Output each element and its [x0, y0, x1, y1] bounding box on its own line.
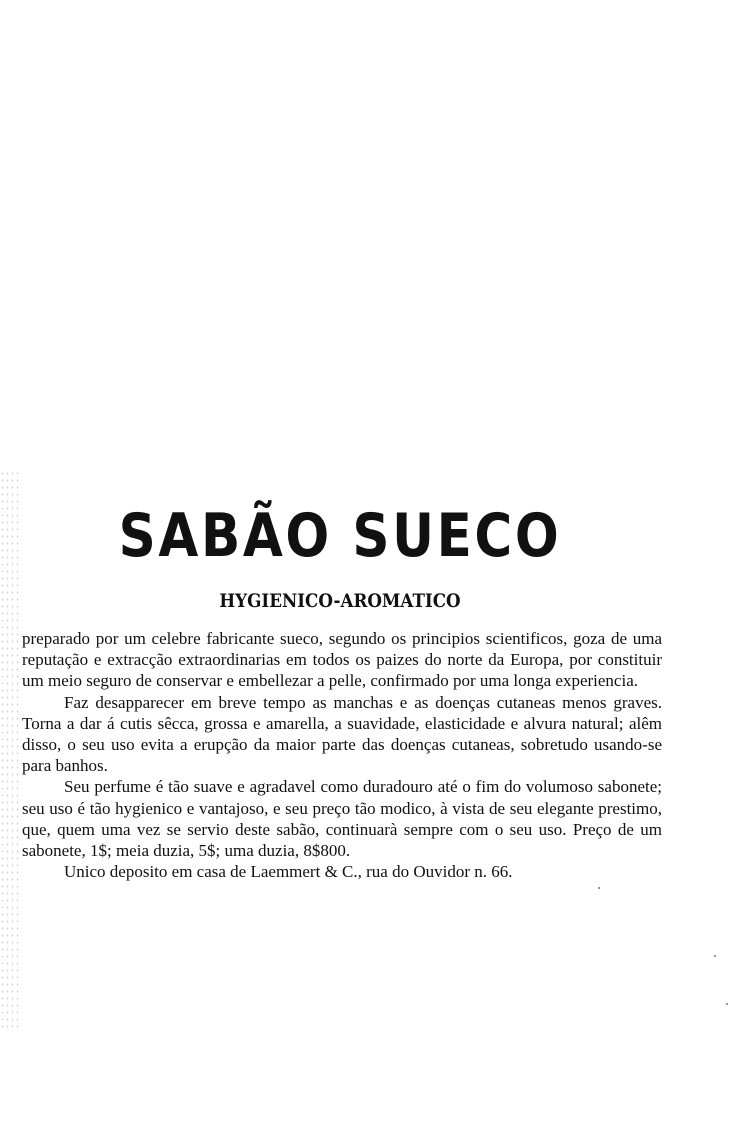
- paragraph-deposit: Unico deposito em casa de Laemmert & C., rua do Ouvidor n. 66.: [64, 862, 513, 882]
- paragraph-perfume-and-price: Seu perfume é tão suave e agradavel como duradouro até o fim do volumoso sabonete; seu uso é tão hygienico e vantajoso, e seu preço tão modico, à vista de seu elegante prestimo, que, quem uma vez se servio deste sabão, continuarà sempre com o seu uso. Preço de um sabonete, 1$; meia duzia, 5$; uma duzia, 8$800.: [22, 777, 662, 861]
- advertisement-subtitle: HYGIENICO-AROMATICO: [219, 590, 461, 612]
- advertisement-title: SABÃO SUECO: [118, 501, 562, 571]
- scan-speck: [726, 1003, 728, 1005]
- paragraph-effects: Faz desapparecer em breve tempo as manchas e as doenças cutaneas menos graves. Torna a dar á cutis sêcca, grossa e amarella, a suavidade, elasticidade e alvura natural; alêm disso, o seu uso evita a erupção da maior parte das doenças cutaneas, sobretudo usando-se para banhos.: [22, 692, 662, 776]
- scan-edge-noise: [0, 470, 22, 1030]
- paragraph-description: preparado por um celebre fabricante sueco, segundo os principios scientificos, goza de uma reputação e extracção extraordinarias em todos os paizes do norte da Europa, por constituir um meio seguro de conservar e embellezar a pelle, confirmado por uma longa experiencia.: [22, 629, 662, 691]
- scan-speck: [598, 887, 600, 889]
- advertisement-body: [22, 628, 662, 882]
- scan-speck: [714, 955, 716, 957]
